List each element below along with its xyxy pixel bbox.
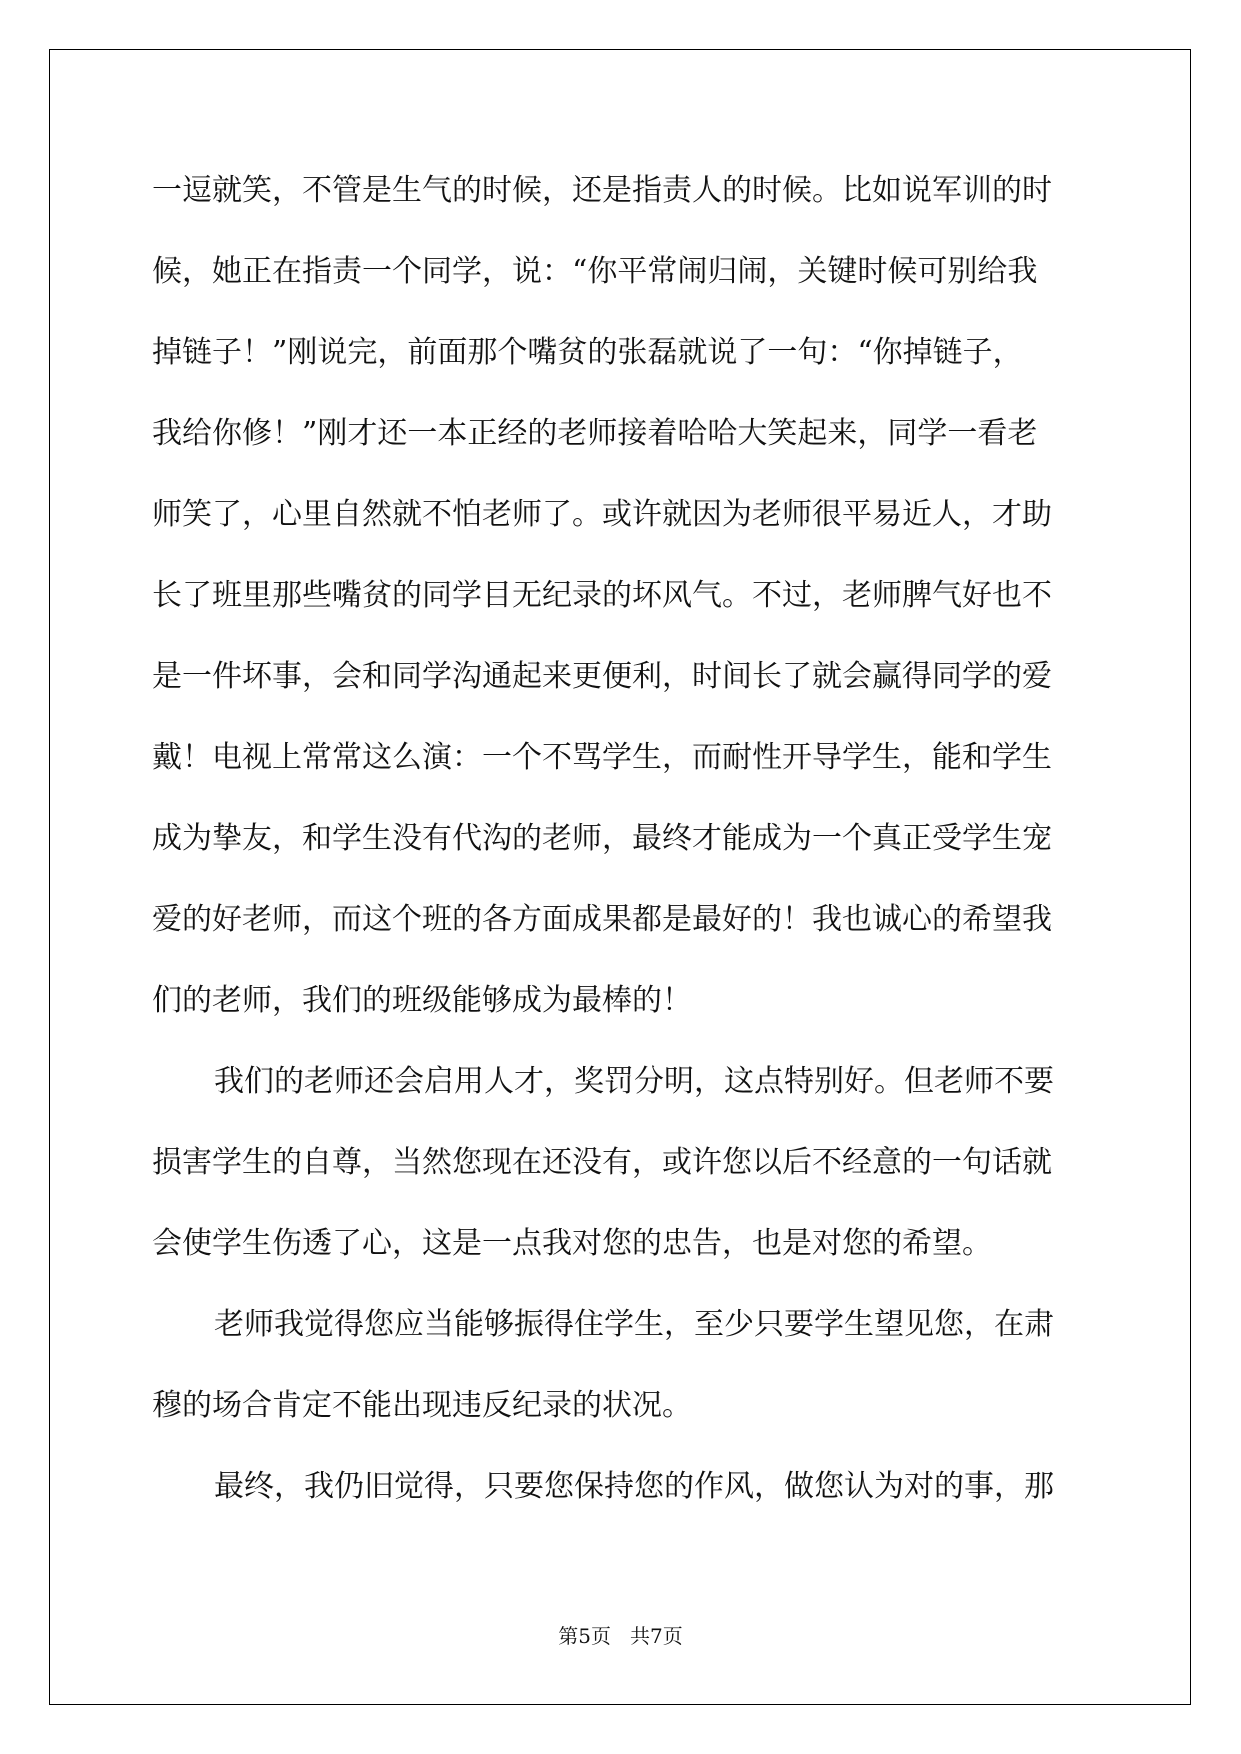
- text-line: 候，她正在指责一个同学，说：“你平常闹归闹，关键时候可别给我: [152, 254, 1038, 289]
- text-line: 师笑了，心里自然就不怕老师了。或许就因为老师很平易近人，才助: [152, 497, 1052, 532]
- text-line: 会使学生伤透了心，这是一点我对您的忠告，也是对您的希望。: [152, 1226, 992, 1261]
- text-line: 损害学生的自尊，当然您现在还没有，或许您以后不经意的一句话就: [152, 1145, 1052, 1180]
- text-line: 们的老师，我们的班级能够成为最棒的！: [152, 983, 692, 1018]
- text-line: 掉链子！”刚说完，前面那个嘴贫的张磊就说了一句：“你掉链子，: [152, 335, 1023, 370]
- paragraph-start-line: 最终，我仍旧觉得，只要您保持您的作风，做您认为对的事，那: [214, 1469, 1054, 1504]
- text-line: 穆的场合肯定不能出现违反纪录的状况。: [152, 1388, 692, 1423]
- text-line: 长了班里那些嘴贫的同学目无纪录的坏风气。不过，老师脾气好也不: [152, 578, 1052, 613]
- document-body: [152, 150, 1089, 1527]
- paragraph-start-line: 老师我觉得您应当能够振得住学生，至少只要学生望见您，在肃: [214, 1307, 1054, 1342]
- text-line: 爱的好老师，而这个班的各方面成果都是最好的！我也诚心的希望我: [152, 902, 1052, 937]
- paragraph-start-line: 我们的老师还会启用人才，奖罚分明，这点特别好。但老师不要: [214, 1064, 1054, 1099]
- text-line: 是一件坏事，会和同学沟通起来更便利，时间长了就会赢得同学的爱: [152, 659, 1052, 694]
- text-line: 戴！电视上常常这么演：一个不骂学生，而耐性开导学生，能和学生: [152, 740, 1052, 775]
- text-line: 一逗就笑，不管是生气的时候，还是指责人的时候。比如说军训的时: [152, 173, 1052, 208]
- text-line: 我给你修！”刚才还一本正经的老师接着哈哈大笑起来，同学一看老: [152, 416, 1038, 451]
- text-line: 成为挚友，和学生没有代沟的老师，最终才能成为一个真正受学生宠: [152, 821, 1052, 856]
- page-number: 第5页 共7页: [558, 1624, 683, 1648]
